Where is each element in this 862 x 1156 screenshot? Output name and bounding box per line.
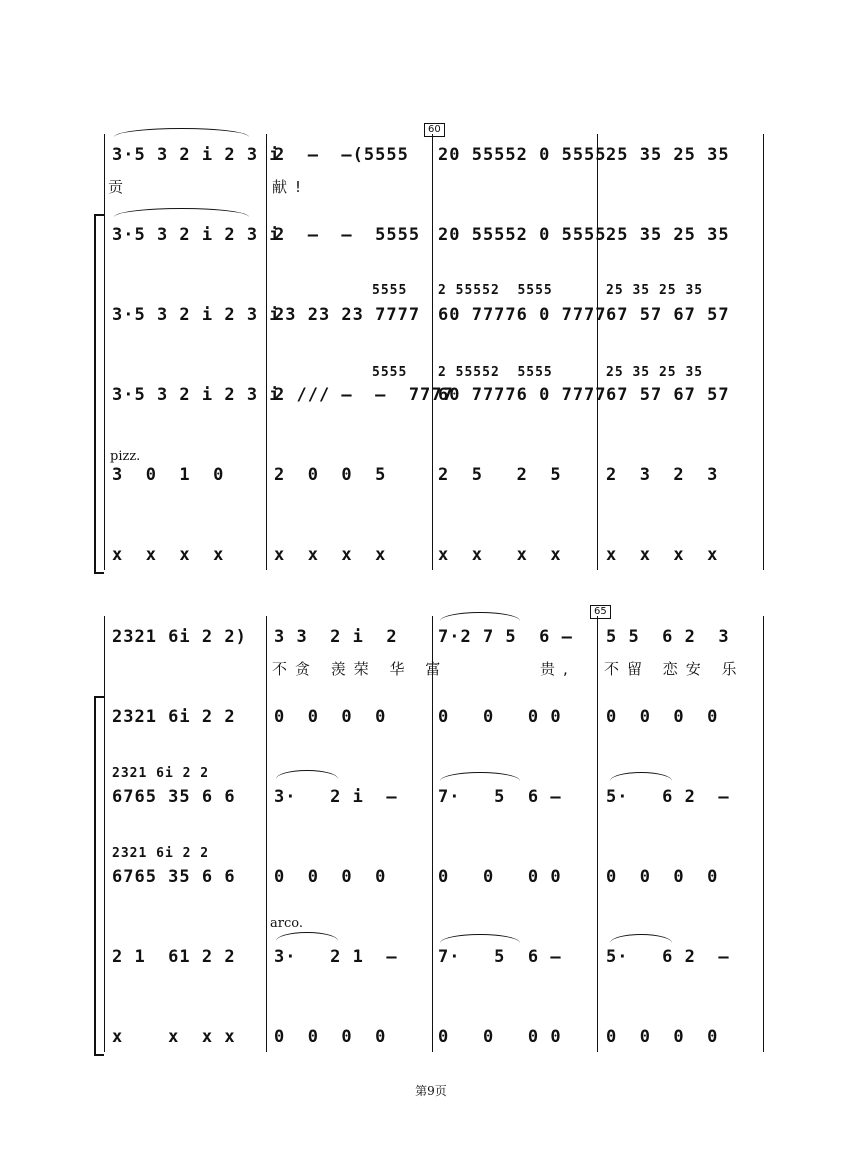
measure: 5 5 6 2 3 [606,627,730,647]
measure: 6765 35 6 6 [112,867,236,887]
measure: 3·5 3 2 i 2 3 i [112,385,281,405]
measure: x x x x [112,545,225,565]
measure: 7·2 7 5 6 – [438,627,573,647]
page-number: 第9页 [415,1084,447,1098]
measure: 3 3 2 i 2 [274,627,398,647]
staff-voice [0,140,862,170]
staff-violin-1 [0,702,862,732]
rehearsal-mark: 65 [590,605,611,619]
staff-viola [0,862,862,892]
lyric: 贵, [540,660,576,678]
barline [266,616,267,1052]
phrase-slur [440,612,520,621]
measure: 20 55552 0 5555 [438,145,607,165]
measure: x x x x [438,545,562,565]
staff-violin-2-upper [0,281,862,301]
measure: 0 0 0 0 [274,867,387,887]
measure: x x x x [112,1027,236,1047]
barline [432,134,433,570]
measure: 2321 6i 2 2 [112,707,236,727]
measure: 60 77776 0 7777 [438,305,607,325]
lyric: 献! [272,178,310,196]
staff-cello [0,942,862,972]
measure: 0 0 0 0 [606,707,719,727]
measure: 7· 5 6 – [438,787,562,807]
measure: 2 – –(5555 [274,145,409,165]
measure: 25 35 25 35 [606,225,730,245]
barline [763,134,764,570]
lyric: 不贪 羡荣 华 富 [272,660,449,678]
system-start-line [104,616,105,1052]
measure: 0 0 0 0 [606,1027,719,1047]
measure: 3 0 1 0 [112,465,225,485]
measure-upper: 2321 6i 2 2 [112,846,210,861]
barline [763,616,764,1052]
lyric: 不留 恋安 乐 [604,660,745,678]
measure: 5· 6 2 – [606,787,730,807]
barline [266,134,267,570]
measure-upper: 25 35 25 35 [606,283,704,298]
measure: 2 3 2 3 [606,465,719,485]
measure: 2 – – 5555 [274,225,421,245]
phrase-slur [114,208,249,217]
staff-violin-2 [0,782,862,812]
measure: 5· 6 2 – [606,947,730,967]
phrase-slur [276,932,338,941]
measure-upper: 25 35 25 35 [606,365,704,380]
barline [597,616,598,1052]
measure: 0 0 0 0 [274,707,387,727]
measure: 2 /// – – 7777 [274,385,454,405]
measure: 23 23 23 7777 [274,305,421,325]
barline [432,616,433,1052]
measure: 7· 5 6 – [438,947,562,967]
barline [597,134,598,570]
staff-percussion [0,540,862,570]
measure: x x x x [274,545,387,565]
measure: 6765 35 6 6 [112,787,236,807]
staff-cello [0,460,862,490]
staff-viola-upper [0,844,862,864]
measure-upper: 2 55552 5555 [438,283,553,298]
measure: 2 1 61 2 2 [112,947,236,967]
measure: 0 0 0 0 [438,867,562,887]
rehearsal-mark: 60 [424,123,445,137]
system-start-line [104,134,105,570]
measure: 0 0 0 0 [606,867,719,887]
measure: 3·5 3 2 i 2 3 i [112,225,281,245]
measure-upper: 2321 6i 2 2 [112,766,210,781]
measure: 0 0 0 0 [438,707,562,727]
measure-upper: 2 55552 5555 [438,365,553,380]
measure: 60 77776 0 7777 [438,385,607,405]
staff-violin-2 [0,300,862,330]
measure: 2 5 2 5 [438,465,562,485]
measure: 3·5 3 2 i 2 3 i [112,305,281,325]
staff-viola [0,380,862,410]
measure: 3· 2 i – [274,787,398,807]
measure: 0 0 0 0 [274,1027,387,1047]
measure: 0 0 0 0 [438,1027,562,1047]
performance-marking: arco. [270,916,303,931]
staff-percussion [0,1022,862,1052]
phrase-slur [114,128,249,137]
staff-violin-1 [0,220,862,250]
measure: x x x x [606,545,719,565]
measure: 2 0 0 5 [274,465,387,485]
staff-violin-2-upper [0,764,862,784]
staff-voice [0,622,862,652]
measure: 67 57 67 57 [606,385,730,405]
measure: 20 55552 0 5555 [438,225,607,245]
measure-upper: 5555 [372,283,408,298]
measure: 67 57 67 57 [606,305,730,325]
lyric: 贡 [108,178,132,196]
measure: 2321 6i 2 2) [112,627,247,647]
measure: 3· 2 1 – [274,947,398,967]
measure: 25 35 25 35 [606,145,730,165]
performance-marking: pizz. [110,449,141,464]
measure-upper: 5555 [372,365,408,380]
measure: 3·5 3 2 i 2 3 i [112,145,281,165]
